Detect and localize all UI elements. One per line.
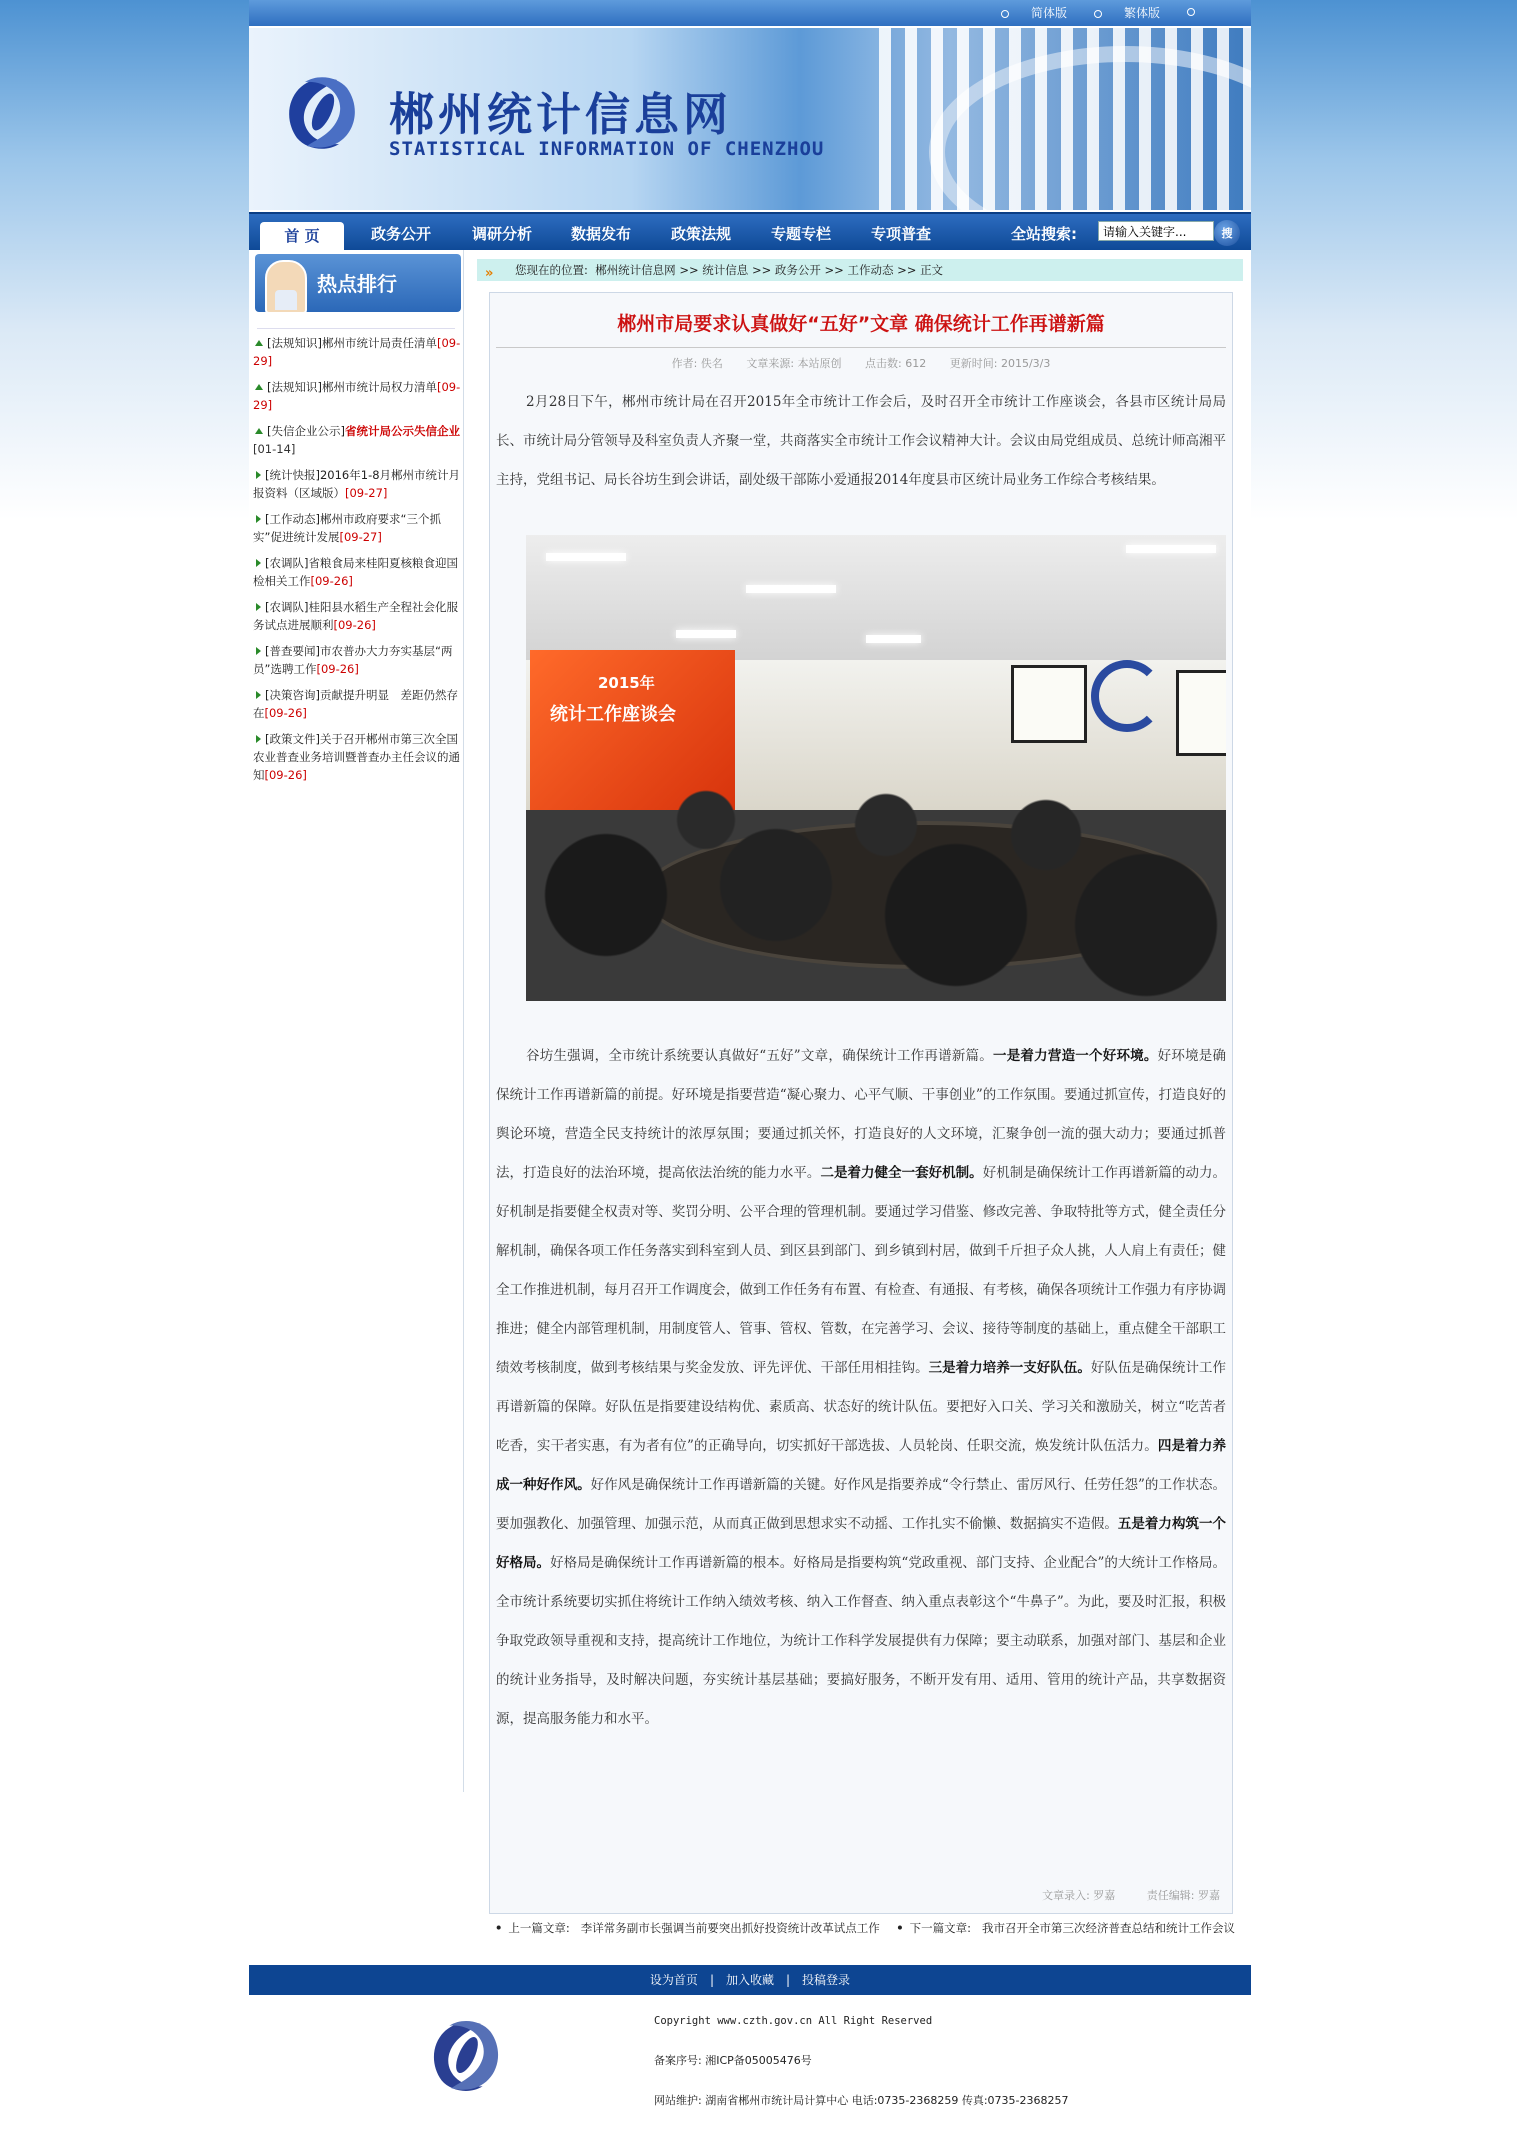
bullet-icon: • bbox=[896, 1921, 904, 1935]
footer-logo-icon bbox=[421, 2014, 511, 2098]
person-icon bbox=[265, 260, 307, 314]
hot-item-title[interactable]: 郴州市政府要求“三个抓实”促进统计发展 bbox=[253, 512, 441, 544]
article-point-heading: 五是着力构筑一个好格局。 bbox=[496, 1516, 1227, 1571]
header-banner bbox=[249, 28, 1251, 210]
nav-item-home[interactable]: 首 页 bbox=[260, 222, 344, 250]
arrow-icon: » bbox=[485, 266, 494, 281]
hot-item-date: [09-26] bbox=[310, 574, 353, 588]
page bbox=[249, 0, 1251, 2133]
article-text: 谷坊生强调，全市统计系统要认真做好“五好”文章，确保统计工作再谱新篇。 bbox=[526, 1048, 993, 1064]
hot-item-title[interactable]: 2016年1-8月郴州市统计月报资料（区域版） bbox=[253, 468, 461, 500]
hot-item-category[interactable]: [法规知识] bbox=[267, 380, 322, 394]
site-title: 郴州统计信息网 bbox=[389, 88, 733, 141]
hot-item-category[interactable]: [政策文件] bbox=[265, 732, 320, 746]
hot-list-item[interactable] bbox=[253, 642, 463, 678]
calligraphy-scroll bbox=[1176, 670, 1226, 756]
hot-item-category[interactable]: [农调队] bbox=[265, 600, 309, 614]
nav-item-gov-affairs[interactable]: 政务公开 bbox=[371, 225, 432, 243]
site-subtitle: STATISTICAL INFORMATION OF CHENZHOU bbox=[389, 138, 825, 160]
circle-icon bbox=[1001, 10, 1009, 18]
article-photo bbox=[526, 535, 1226, 1001]
logo-icon bbox=[277, 70, 367, 156]
top-link-end bbox=[1187, 4, 1217, 18]
circle-icon bbox=[1187, 8, 1195, 16]
footer-info bbox=[654, 2001, 1069, 2121]
hot-item-category[interactable]: [农调队] bbox=[265, 556, 309, 570]
next-article bbox=[891, 1918, 1235, 1938]
hot-item-title[interactable]: 郴州市统计局权力清单 bbox=[321, 380, 437, 394]
ceiling-lamp bbox=[546, 553, 626, 561]
ceiling-lamp bbox=[866, 635, 921, 643]
hot-item-date: [09-26] bbox=[264, 768, 307, 782]
triangle-right-icon bbox=[256, 515, 261, 523]
hot-item-category[interactable]: [决策咨询] bbox=[265, 688, 320, 702]
hot-list-item[interactable] bbox=[253, 598, 463, 634]
hot-list-item[interactable] bbox=[253, 554, 463, 590]
hot-item-date: [09-29] bbox=[253, 336, 461, 368]
article-footer bbox=[1014, 1887, 1220, 1903]
hot-list-item[interactable] bbox=[253, 510, 463, 546]
hot-list bbox=[253, 334, 463, 792]
hot-item-category[interactable]: [失信企业公示] bbox=[267, 424, 345, 438]
top-bar bbox=[249, 0, 1251, 26]
ceiling-lamp bbox=[746, 585, 836, 593]
hot-item-category[interactable]: [普查要闻] bbox=[265, 644, 320, 658]
breadcrumb-gov-affairs[interactable]: 政务公开 bbox=[774, 263, 821, 277]
triangle-right-icon bbox=[256, 691, 261, 699]
triangle-right-icon bbox=[256, 735, 261, 743]
hot-item-date: [09-26] bbox=[316, 662, 359, 676]
breadcrumb-work-news[interactable]: 工作动态 bbox=[847, 263, 894, 277]
search-button[interactable]: 搜 bbox=[1214, 220, 1240, 246]
photo-banner-text: 统计工作座谈会 bbox=[550, 704, 676, 725]
hot-list-item[interactable] bbox=[253, 422, 463, 458]
hot-item-date: [09-26] bbox=[333, 618, 376, 632]
article-text: 好格局是确保统计工作再谱新篇的根本。好格局是指要构筑“党政重视、部门支持、企业配合”的大统计工作格局。全市统计系统要切实抓住将统计工作纳入绩效考核、纳入工作督查、纳入重点表彰这个“牛鼻子”。为此，要及时汇报，积极争取党政领导重视和支持，提高统计工作地位，为统计工作科学发展提供有力保障；要主动联系，加强对部门、基层和企业的统计业务指导，及时解决问题，夯实统计基层基础；要搞好服务，不断开发有用、适用、管用的统计产品，共享数据资源，提高服务能力和水平。 bbox=[496, 1555, 1227, 1727]
article-point-heading: 四是着力养成一种好作风。 bbox=[496, 1438, 1226, 1493]
meeting-attendees bbox=[526, 765, 1226, 1001]
hot-list-item[interactable] bbox=[253, 730, 463, 784]
triangle-up-icon bbox=[255, 340, 263, 346]
hot-item-title[interactable]: 省粮食局来桂阳夏核粮食迎国检相关工作 bbox=[253, 556, 458, 588]
article-point-heading: 三是着力培养一支好队伍。 bbox=[928, 1360, 1091, 1376]
article-author: 作者: 佚名 bbox=[671, 357, 723, 370]
prev-article bbox=[495, 1918, 883, 1938]
hot-item-category[interactable]: [法规知识] bbox=[267, 336, 322, 350]
hot-item-title[interactable]: 贡献提升明显 差距仍然存在 bbox=[253, 688, 458, 720]
photo-banner-year: 2015年 bbox=[598, 674, 655, 692]
main-nav bbox=[249, 212, 1251, 250]
article-meta bbox=[490, 355, 1232, 371]
chevron-icon: >> bbox=[897, 263, 921, 277]
hot-item-date: [09-26] bbox=[264, 706, 307, 720]
footer-link-favorite[interactable]: 加入收藏 bbox=[725, 1973, 774, 1987]
article-updated: 更新时间: 2015/3/3 bbox=[949, 357, 1051, 370]
article-body bbox=[496, 1037, 1226, 1739]
divider bbox=[257, 328, 455, 329]
breadcrumb-stats-info[interactable]: 统计信息 bbox=[702, 263, 749, 277]
top-link-simplified[interactable]: 简体版 bbox=[1001, 4, 1067, 21]
next-article-link[interactable]: 我市召开全市第三次经济普查总结和统计工作会议 bbox=[982, 1921, 1235, 1935]
hot-item-title[interactable]: 桂阳县水稻生产全程社会化服务试点进展顺利 bbox=[253, 600, 458, 632]
article-paragraph-intro: 2月28日下午，郴州市统计局在召开2015年全市统计工作会后，及时召开全市统计工作座谈会，各县市区统计局局长、市统计局分管领导及科室负责人齐聚一堂，共商落实全市统计工作会议精神大计。会议由局党组成员、总统计师高湘平主持，党组书记、局长谷坊生到会讲话，副处级干部陈小爱通报2014年度县市区统计局业务工作综合考核结果。 bbox=[496, 394, 1226, 488]
emblem-icon bbox=[1091, 660, 1163, 732]
triangle-right-icon bbox=[256, 471, 261, 479]
divider bbox=[496, 347, 1226, 348]
hot-item-title[interactable]: 关于召开郴州市第三次全国农业普查业务培训暨普查办主任会议的通知 bbox=[253, 732, 460, 782]
ceiling-lamp bbox=[1126, 545, 1216, 553]
chevron-icon: >> bbox=[751, 263, 775, 277]
triangle-up-icon bbox=[255, 428, 263, 434]
editor: 责任编辑: 罗嘉 bbox=[1146, 1889, 1220, 1902]
hot-item-date: [09-27] bbox=[345, 486, 388, 500]
separator: | bbox=[786, 1973, 791, 1987]
top-link-traditional[interactable]: 繁体版 bbox=[1094, 4, 1160, 21]
breadcrumb-current: 正文 bbox=[920, 263, 944, 277]
footer-bar bbox=[249, 1965, 1251, 1995]
article-text: 好环境是确保统计工作再谱新篇的前提。好环境是指要营造“凝心聚力、心平气顺、干事创业”的工作氛围。要通过抓宣传，打造良好的舆论环境，营造全民支持统计的浓厚氛围；要通过抓关怀，打造良好的人文环境，汇聚争创一流的强大动力；要通过抓普法，打造良好的法治环境，提高依法治统的能力水平。 bbox=[496, 1048, 1227, 1181]
chevron-icon: >> bbox=[824, 263, 848, 277]
footer-link-homepage[interactable]: 设为首页 bbox=[649, 1973, 698, 1987]
triangle-up-icon bbox=[255, 384, 263, 390]
prev-article-link[interactable]: 李详常务副市长强调当前要突出抓好投资统计改革试点工作 bbox=[580, 1921, 880, 1935]
ceiling-lamp bbox=[676, 630, 736, 638]
hot-list-item[interactable] bbox=[253, 334, 463, 370]
entry-by: 文章录入: 罗嘉 bbox=[1042, 1889, 1116, 1902]
hot-list-item[interactable] bbox=[253, 378, 463, 414]
copyright: Copyright www.czth.gov.cn All Right Reserved bbox=[654, 2015, 933, 2027]
hot-item-title[interactable]: 郴州市统计局责任清单 bbox=[321, 336, 437, 350]
breadcrumb-text bbox=[515, 259, 943, 281]
footer-link-login[interactable]: 投稿登录 bbox=[802, 1973, 851, 1987]
next-label: 下一篇文章: bbox=[909, 1921, 972, 1935]
article-source: 文章来源: 本站原创 bbox=[746, 357, 842, 370]
separator: | bbox=[709, 1973, 714, 1987]
article-text: 好队伍是确保统计工作再谱新篇的保障。好队伍是指要建设结构优、素质高、状态好的统计队伍。要把好入口关、学习关和激励关，树立“吃苦者吃香，实干者实惠，有为者有位”的正确导向，切实抓好干部选拔、人员轮岗、任职交流，焕发统计队伍活力。 bbox=[496, 1360, 1227, 1454]
nav-item-topics[interactable]: 专题专栏 bbox=[771, 225, 832, 243]
article-text: 好机制是确保统计工作再谱新篇的动力。好机制是指要健全权责对等、奖罚分明、公平合理的管理机制。要通过学习借鉴、修改完善、争取特批等方式，健全责任分解机制，确保各项工作任务落实到科室到人员、到区县到部门、到乡镇到村居，做到千斤担子众人挑，人人肩上有责任；健全工作推进机制，每月召开工作调度会，做到工作任务有布置、有检查、有通报、有考核，确保各项统计工作强力有序协调推进；健全内部管理机制，用制度管人、管事、管权、管数，在完善学习、会议、接待等制度的基础上，重点健全干部职工绩效考核制度，做到考核结果与奖金发放、评先评优、干部任用相挂钩。 bbox=[496, 1165, 1227, 1376]
article-point-heading: 二是着力健全一套好机制。 bbox=[820, 1165, 983, 1181]
hot-item-category[interactable]: [统计快报] bbox=[265, 468, 320, 482]
breadcrumb bbox=[477, 259, 1243, 281]
hot-item-title[interactable]: 省统计局公示失信企业 bbox=[344, 424, 460, 438]
hot-item-category[interactable]: [工作动态] bbox=[265, 512, 320, 526]
article-text: 好作风是确保统计工作再谱新篇的关键。好作风是指要养成“令行禁止、雷厉风行、任劳任怨”的工作状态。要加强教化、加强管理、加强示范，从而真正做到思想求实不动摇、工作扎实不偷懒、数据搞实不造假。 bbox=[496, 1477, 1226, 1532]
hot-item-title[interactable]: 市农普办大力夯实基层“两员”选聘工作 bbox=[253, 644, 453, 676]
article-clicks: 点击数: 612 bbox=[865, 357, 927, 370]
calligraphy-scroll bbox=[1011, 665, 1087, 743]
icp-number: 备案序号: 湘ICP备05005476号 bbox=[654, 2054, 812, 2067]
hot-ranking-title: 热点排行 bbox=[317, 272, 397, 296]
article-point-heading: 一是着力营造一个好环境。 bbox=[992, 1048, 1158, 1064]
hot-item-date: [09-27] bbox=[339, 530, 382, 544]
chevron-icon: >> bbox=[679, 263, 703, 277]
article-title: 郴州市局要求认真做好“五好”文章 确保统计工作再谱新篇 bbox=[617, 313, 1105, 335]
circle-icon bbox=[1094, 10, 1102, 18]
breadcrumb-prefix: 您现在的位置: bbox=[515, 263, 588, 277]
hot-ranking-header bbox=[255, 254, 461, 312]
nav-item-census[interactable]: 专项普查 bbox=[871, 225, 932, 243]
search-label: 全站搜索: bbox=[1011, 225, 1077, 243]
search-input[interactable] bbox=[1098, 221, 1214, 241]
triangle-right-icon bbox=[256, 559, 261, 567]
sidebar bbox=[251, 250, 464, 1792]
prev-label: 上一篇文章: bbox=[508, 1921, 570, 1935]
nav-item-research[interactable]: 调研分析 bbox=[472, 225, 533, 243]
photo-ceiling bbox=[526, 535, 1226, 665]
breadcrumb-home[interactable]: 郴州统计信息网 bbox=[595, 263, 676, 277]
nav-item-data-release[interactable]: 数据发布 bbox=[571, 225, 632, 243]
triangle-right-icon bbox=[256, 647, 261, 655]
triangle-right-icon bbox=[256, 603, 261, 611]
hot-item-date: [01-14] bbox=[253, 442, 296, 456]
bullet-icon: • bbox=[495, 1921, 503, 1935]
hot-list-item[interactable] bbox=[253, 466, 463, 502]
maintainer: 网站维护: 湖南省郴州市统计局计算中心 电话:0735-2368259 传真:0735-2368257 bbox=[654, 2094, 1069, 2107]
hot-item-date: [09-29] bbox=[253, 380, 461, 412]
hot-list-item[interactable] bbox=[253, 686, 463, 722]
stripes-graphic bbox=[879, 28, 1251, 210]
nav-item-policy[interactable]: 政策法规 bbox=[671, 225, 732, 243]
article bbox=[489, 292, 1233, 1914]
